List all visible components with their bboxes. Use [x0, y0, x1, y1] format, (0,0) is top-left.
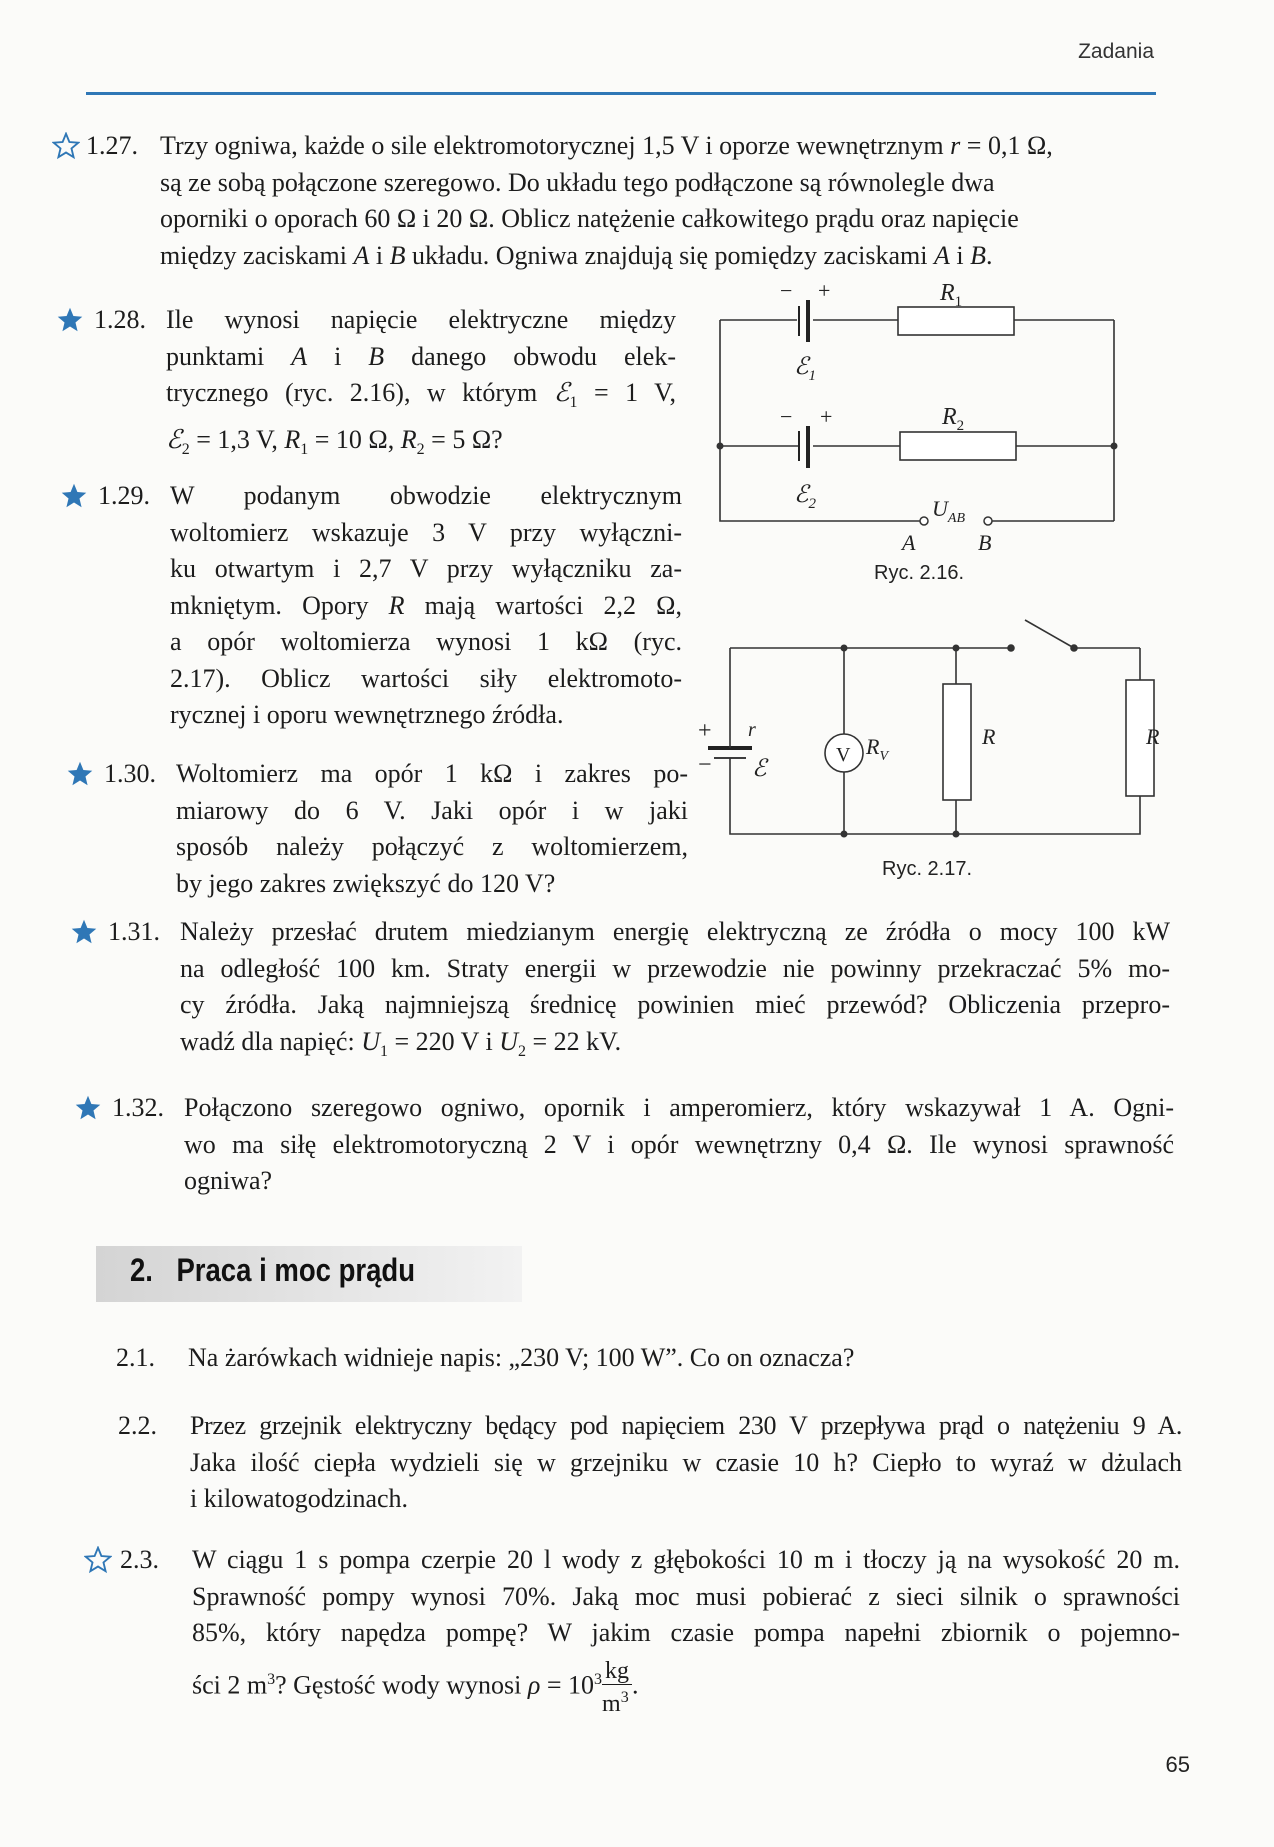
problem-text — [170, 478, 682, 734]
text-line: = 10 Ω, — [308, 424, 401, 454]
problem-text — [190, 1408, 1182, 1518]
label-emf2: ℰ$_2$ — [794, 482, 817, 512]
text-line: ? Gęstość wody wynosi — [275, 1669, 528, 1699]
text-line: = 22 kV. — [525, 1026, 622, 1056]
problem-number: 2.1. — [116, 1343, 155, 1372]
text-line: punktami — [166, 341, 292, 371]
text-line: = 1,3 V, — [189, 424, 285, 454]
fraction-numerator: kg — [602, 1658, 632, 1685]
text-line: Jaka ilość ciepła wydzieli się w grzejniku w czasie 10 h? Ciepło to wyraź w dżulach — [190, 1447, 1182, 1477]
text-line: = 0,1 Ω, — [960, 131, 1053, 160]
var-r: R — [400, 424, 417, 454]
text-line: sposób należy połączyć z woltomierzem, — [176, 832, 688, 861]
problem-text — [176, 756, 688, 902]
text-line: danego obwodu elek- — [384, 341, 676, 371]
label-emf1: ℰ$_1$ — [794, 354, 817, 384]
text-line: . — [632, 1669, 639, 1699]
fraction-denominator-base: m — [602, 1690, 621, 1717]
text-line: Na żarówkach widnieje napis: „230 V; 100 W”. Co on oznacza? — [188, 1343, 855, 1372]
label-voltmeter: V — [836, 744, 851, 766]
problem-text — [160, 128, 1160, 274]
text-line: Trzy ogniwa, każde o sile elektromotorycznej 1,5 V i oporze wewnętrznym — [160, 131, 951, 160]
problem-text — [192, 1542, 1180, 1717]
filled-star-icon — [60, 482, 88, 510]
var-b: B — [389, 240, 406, 270]
header-rule — [86, 92, 1156, 95]
label-r: R — [1146, 724, 1160, 749]
label-plus: + — [698, 718, 712, 744]
label-minus: − — [780, 278, 793, 303]
text-line: oporniki o oporach 60 Ω i 20 Ω. Oblicz natężenie całkowitego prądu oraz napięcie — [160, 204, 1019, 233]
figure-caption: Ryc. 2.16. — [874, 562, 965, 584]
figure-caption: Ryc. 2.17. — [882, 858, 973, 880]
text-line: = 220 V i — [387, 1026, 500, 1056]
text-line: 85%, który napędza pompę? W jakim czasie pompa napełni zbiornik o pojemno- — [192, 1618, 1180, 1647]
label-emf: ℰ — [752, 756, 767, 782]
text-line: a opór woltomierza wynosi 1 kΩ (ryc. — [170, 627, 682, 656]
label-r-internal: r — [748, 719, 756, 741]
text-line: Przez grzejnik elektryczny będący pod napięciem 230 V przepływa prąd o natężeniu 9 A. — [190, 1411, 1182, 1440]
text-line: by jego zakres zwiększyć do 120 V? — [176, 868, 556, 898]
label-b: B — [978, 530, 992, 555]
label-r: R — [982, 724, 996, 749]
problem-number: 1.27. — [86, 131, 138, 160]
var-r: R — [284, 424, 301, 454]
label-minus: − — [698, 752, 712, 778]
section-title: Praca i moc prądu — [176, 1252, 416, 1288]
text-line: Połączono szeregowo ogniwo, opornik i amperomierz, który wskazywał 1 A. Ogni- — [184, 1093, 1174, 1122]
superscript: 3 — [594, 1670, 603, 1688]
text-line: W ciągu 1 s pompa czerpie 20 l wody z głębokości 10 m i tłoczy ją na wysokość 20 m. — [192, 1545, 1180, 1574]
filled-star-icon — [66, 760, 94, 788]
text-line: = 10 — [540, 1669, 595, 1699]
emf-symbol: ℰ — [553, 378, 570, 407]
circuit-diagram-2-16 — [700, 276, 1130, 556]
resistor-r1 — [898, 307, 1014, 335]
text-line: ogniwa? — [184, 1166, 273, 1195]
text-line: i — [949, 240, 971, 270]
text-line: woltomierz wskazuje 3 V przy wyłączni- — [170, 517, 682, 547]
text-line: miarowy do 6 V. Jaki opór i w jaki — [176, 795, 688, 825]
text-line: W podanym obwodzie elektrycznym — [170, 481, 682, 510]
density-unit-fraction — [602, 1658, 632, 1717]
var-r: R — [388, 590, 405, 620]
text-line: między zaciskami — [160, 240, 354, 270]
problem-number: 1.31. — [108, 917, 160, 946]
page-number: 65 — [1165, 1752, 1190, 1777]
text-line: 2.17). Oblicz wartości siły elektromoto- — [170, 663, 682, 693]
text-line: na odległość 100 km. Straty energii w przewodzie nie powinny przekraczać 5% mo- — [180, 953, 1170, 983]
filled-star-icon — [56, 306, 84, 334]
section-heading — [130, 1252, 415, 1289]
var-b: B — [368, 341, 385, 371]
circuit-diagram-2-17 — [690, 612, 1160, 842]
subscript: 1 — [379, 1042, 388, 1060]
text-line: układu. Ogniwa znajdują się pomiędzy zaciskami — [405, 240, 935, 270]
superscript: 3 — [620, 1688, 629, 1706]
subscript: 1 — [569, 394, 578, 412]
text-line: i — [307, 341, 369, 371]
problem-text — [166, 302, 676, 468]
running-header: Zadania — [1078, 40, 1154, 63]
filled-star-icon — [70, 918, 98, 946]
section-number: 2. — [130, 1252, 153, 1288]
text-line: . — [986, 240, 993, 270]
subscript: 2 — [416, 440, 425, 458]
terminal-b — [984, 517, 992, 525]
text-line: i — [369, 240, 390, 270]
text-line: mkniętym. Opory — [170, 590, 389, 620]
text-line: i kilowatogodzinach. — [190, 1484, 409, 1513]
var-u: U — [499, 1026, 518, 1056]
label-r2: $R_2$ — [942, 404, 965, 434]
problem-text — [184, 1090, 1174, 1200]
text-line: Woltomierz ma opór 1 kΩ i zakres po- — [176, 759, 688, 788]
text-line: cy źródła. Jaką najmniejszą średnicę powinien mieć przewód? Obliczenia przepro- — [180, 990, 1170, 1019]
problem-number: 1.32. — [112, 1093, 164, 1122]
text-line: ku otwartym i 2,7 V przy wyłączniku za- — [170, 554, 682, 583]
outline-star-icon — [52, 132, 80, 160]
label-rv: $R_V$ — [866, 734, 889, 764]
resistor-r2 — [900, 432, 1016, 460]
problem-number: 1.28. — [94, 305, 146, 334]
subscript: 1 — [300, 440, 309, 458]
text-line: = 5 Ω? — [424, 424, 503, 454]
label-plus: + — [820, 404, 833, 429]
emf-symbol: ℰ — [166, 424, 182, 454]
label-r1: $R_1$ — [940, 280, 963, 310]
subscript: 2 — [181, 440, 190, 458]
superscript: 3 — [267, 1670, 276, 1688]
text-line: wo ma siłę elektromotoryczną 2 V i opór wewnętrzny 0,4 Ω. Ile wynosi sprawność — [184, 1129, 1174, 1159]
text-line: wadź dla napięć: — [180, 1026, 362, 1056]
var-a: A — [934, 240, 950, 270]
text-line: Należy przesłać drutem miedzianym energię elektryczną ze źródła o mocy 100 kW — [180, 917, 1170, 946]
problem-number: 1.30. — [104, 759, 156, 788]
label-minus: − — [780, 404, 793, 429]
var-rho: ρ — [527, 1669, 541, 1699]
var-a: A — [291, 341, 308, 371]
terminal-a — [920, 517, 928, 525]
label-plus: + — [818, 278, 831, 303]
label-a: A — [902, 530, 916, 555]
problem-number: 2.3. — [120, 1545, 159, 1574]
problem-text — [188, 1340, 1168, 1377]
fraction-denominator — [602, 1685, 632, 1717]
var-a: A — [353, 240, 370, 270]
text-line: Sprawność pompy wynosi 70%. Jaką moc musi pobierać z sieci silnik o sprawności — [192, 1581, 1180, 1611]
label-uab: $U_{AB}$ — [932, 496, 965, 526]
text-line: mają wartości 2,2 Ω, — [404, 590, 682, 620]
var-b: B — [970, 240, 987, 270]
text-line: ści 2 m — [192, 1669, 268, 1699]
problem-number: 2.2. — [118, 1411, 157, 1440]
var-r: r — [950, 131, 961, 160]
resistor-r-middle — [943, 684, 971, 800]
text-line: Ile wynosi napięcie elektryczne między — [166, 305, 676, 334]
text-line: = 1 V, — [577, 378, 676, 407]
subscript: 2 — [517, 1042, 526, 1060]
filled-star-icon — [74, 1094, 102, 1122]
text-line: rycznej i oporu wewnętrznego źródła. — [170, 700, 564, 729]
text-line: są ze sobą połączone szeregowo. Do układu tego podłączone są równolegle dwa — [160, 167, 995, 197]
problem-text — [180, 914, 1170, 1070]
text-line: trycznego (ryc. 2.16), w którym — [166, 378, 554, 407]
problem-number: 1.29. — [98, 481, 150, 510]
var-u: U — [361, 1026, 380, 1056]
outline-star-icon — [84, 1546, 112, 1574]
